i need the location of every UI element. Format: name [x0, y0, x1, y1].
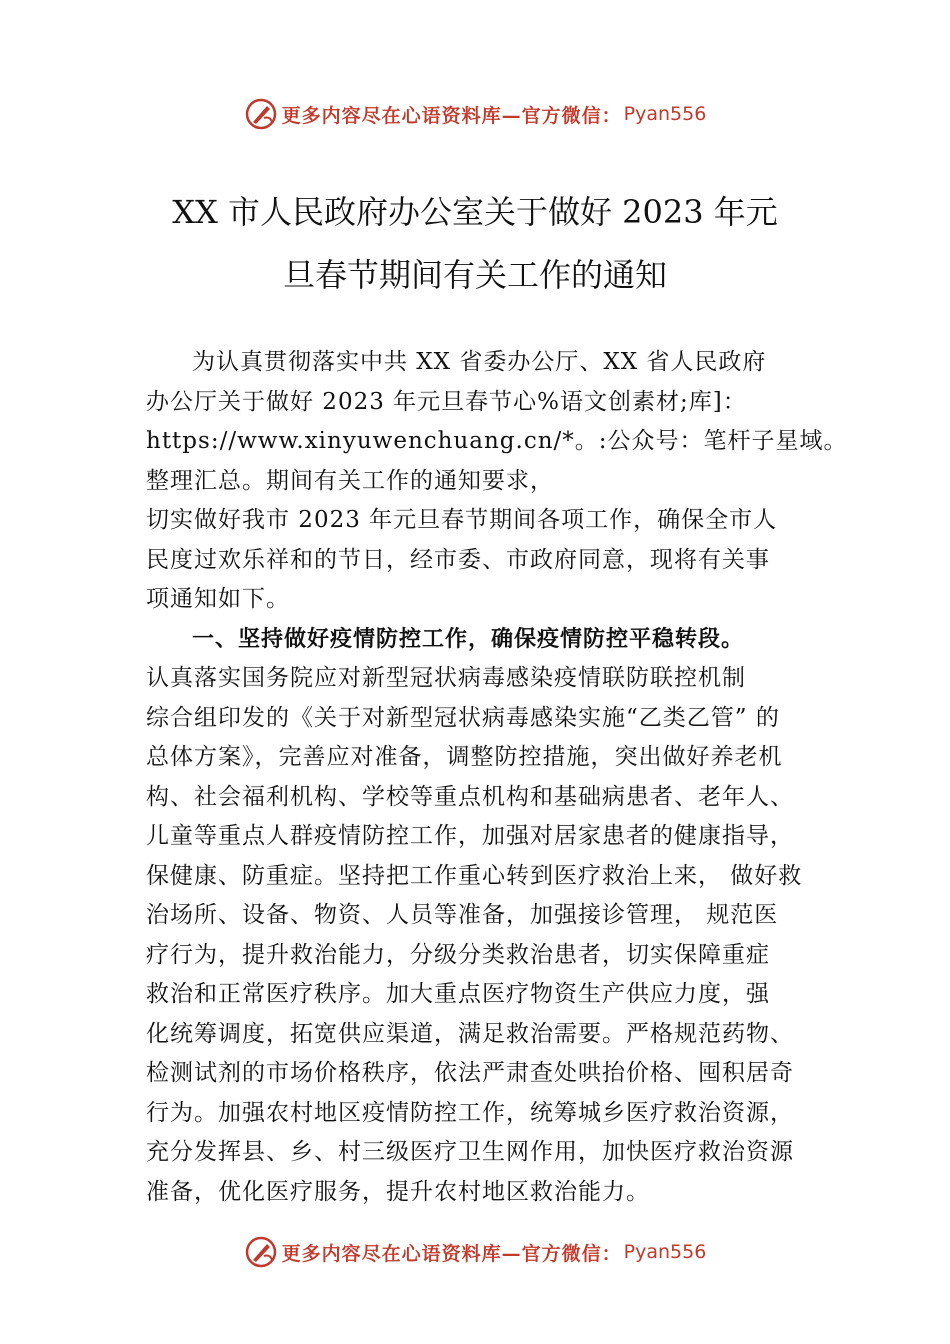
intro-line: 为认真贯彻落实中共 XX 省委办公厅、XX 省人民政府: [192, 349, 767, 375]
section-1-line: 疗行为，提升救治能力，分级分类救治患者，切实保障重症: [146, 941, 770, 968]
doc-title-line-1: XX 市人民政府办公室关于做好 2023 年元: [172, 193, 778, 231]
section-1-line: 行为。加强农村地区疫情防控工作，统筹城乡医疗救治资源，: [146, 1099, 794, 1126]
section-1-line: 认真落实国务院应对新型冠状病毒感染疫情联防联控机制: [146, 665, 746, 691]
intro-line: 民度过欢乐祥和的节日，经市委、市政府同意，现将有关事: [146, 546, 770, 573]
banner-wechat-id: Pyan556: [623, 1241, 707, 1263]
intro-line: https://www.xinyuwenchuang.cn/*。:公众号：笔杆子星域。: [146, 428, 848, 454]
intro-line: 整理汇总。期间有关工作的通知要求，: [146, 467, 554, 494]
footer-banner: [0, 1232, 950, 1272]
section-1-line: 儿童等重点人群疫情防控工作，加强对居家患者的健康指导，: [146, 823, 794, 849]
section-1-line: 准备，优化医疗服务，提升农村地区救治能力。: [146, 1178, 650, 1205]
section-1-line: 保健康、防重症。坚持把工作重心转到医疗救治上来， 做好救: [146, 862, 803, 889]
banner-wechat-id: Pyan556: [623, 103, 707, 125]
section-1-line: 治场所、设备、物资、人员等准备，加强接诊管理， 规范医: [146, 902, 779, 928]
intro-line: 办公厅关于做好 2023 年元旦春节心%语文创素材;库]：: [146, 388, 747, 415]
pen-logo-icon: [244, 1235, 278, 1269]
section-1-line: 检测试剂的市场价格秩序，依法严肃查处哄抬价格、囤积居奇: [146, 1060, 794, 1086]
section-1-heading: 一、坚持做好疫情防控工作，确保疫情防控平稳转段。: [192, 626, 745, 652]
section-1-line: 充分发挥县、乡、村三级医疗卫生网作用，加快医疗救治资源: [146, 1139, 794, 1165]
section-1-line: 构、社会福利机构、学校等重点机构和基础病患者、老年人、: [146, 783, 794, 810]
section-1-line: 总体方案》，完善应对准备，调整防控措施，突出做好养老机: [146, 744, 783, 770]
section-1-line: 救治和正常医疗秩序。加大重点医疗物资生产供应力度，强: [146, 981, 770, 1007]
header-banner: [0, 94, 950, 134]
intro-line: 项通知如下。: [146, 586, 290, 612]
banner-text: 更多内容尽在心语资料库—官方微信：: [281, 1242, 622, 1265]
section-1-line: 化统筹调度，拓宽供应渠道，满足救治需要。严格规范药物、: [146, 1020, 794, 1047]
pen-logo-icon: [244, 97, 278, 131]
intro-line: 切实做好我市 2023 年元旦春节期间各项工作，确保全市人: [146, 507, 778, 533]
document-body: [146, 343, 846, 1212]
banner-text: 更多内容尽在心语资料库—官方微信：: [281, 104, 622, 127]
section-1-line: 综合组印发的《关于对新型冠状病毒感染实施“乙类乙管” 的: [146, 704, 780, 731]
doc-title-line-2: 旦春节期间有关工作的通知: [282, 256, 667, 294]
